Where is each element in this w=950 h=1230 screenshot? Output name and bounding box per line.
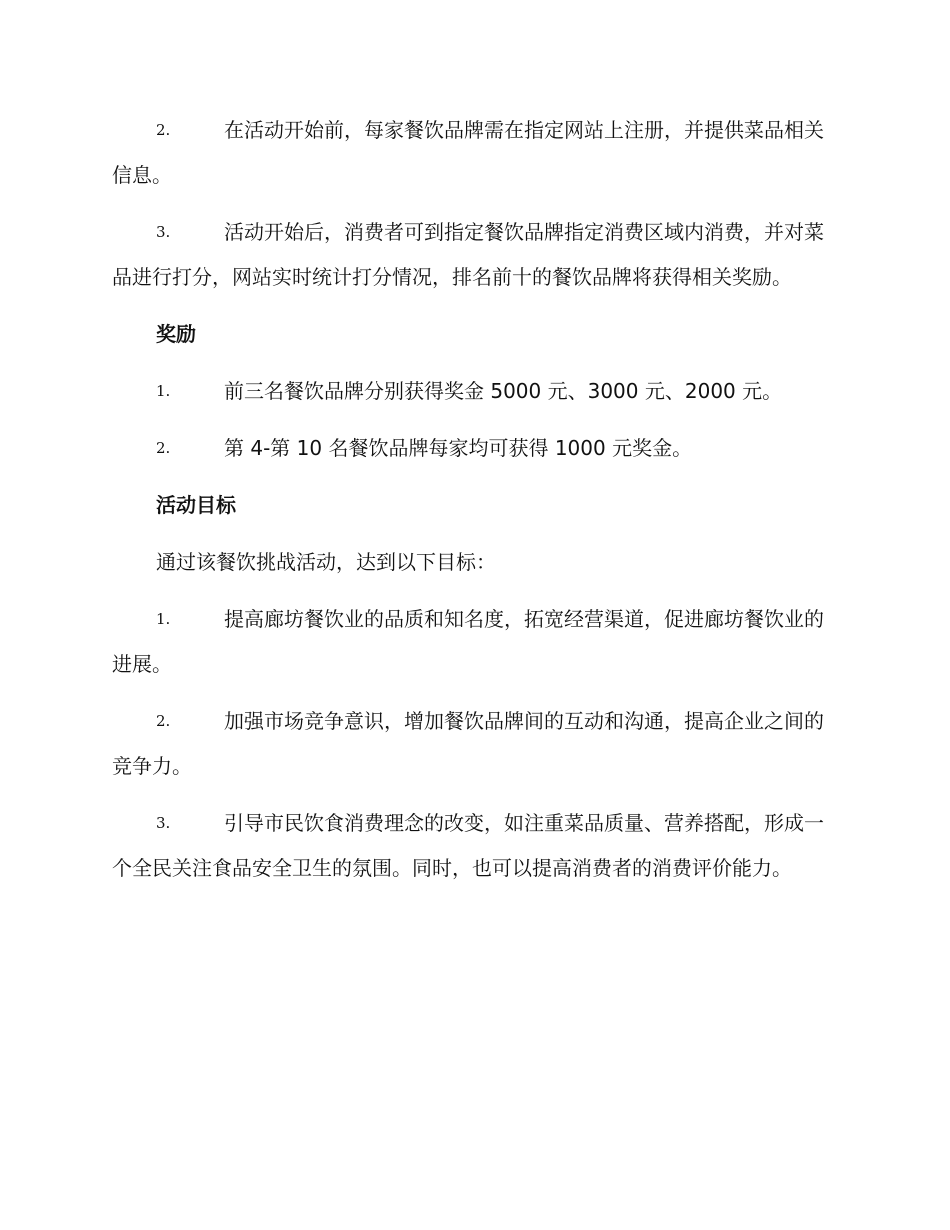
- list-item-text: 在活动开始前，每家餐饮品牌需在指定网站上注册，并提供菜品相关信息。: [112, 118, 824, 187]
- list-item-number: 1.: [156, 382, 171, 400]
- list-item-text: 提高廊坊餐饮业的品质和知名度，拓宽经营渠道，促进廊坊餐饮业的进展。: [112, 607, 824, 676]
- section-heading-reward: 奖励: [156, 322, 196, 346]
- list-item-number: 2.: [156, 439, 171, 457]
- list-item-text: 前三名餐饮品牌分别获得奖金 5000 元、3000 元、2000 元。: [224, 379, 783, 403]
- list-item-text: 加强市场竞争意识，增加餐饮品牌间的互动和沟通，提高企业之间的竞争力。: [112, 709, 824, 778]
- list-item-number: 3.: [156, 814, 171, 832]
- list-item: [112, 108, 834, 198]
- list-item-text: 第 4-第 10 名餐饮品牌每家均可获得 1000 元奖金。: [224, 436, 693, 460]
- list-item: [112, 699, 834, 789]
- list-item-text: 引导市民饮食消费理念的改变，如注重菜品质量、营养搭配，形成一个全民关注食品安全卫生的氛围。同时，也可以提高消费者的消费评价能力。: [112, 811, 824, 880]
- list-item: [112, 210, 834, 300]
- goals-intro: 通过该餐饮挑战活动，达到以下目标：: [156, 550, 496, 574]
- list-item: [112, 369, 834, 414]
- list-item-text: 活动开始后，消费者可到指定餐饮品牌指定消费区域内消费，并对菜品进行打分，网站实时统计打分情况，排名前十的餐饮品牌将获得相关奖励。: [112, 220, 824, 289]
- list-item-number: 2.: [156, 121, 171, 139]
- list-item: [112, 597, 834, 687]
- list-item: [112, 426, 834, 471]
- list-item-number: 3.: [156, 223, 171, 241]
- list-item-number: 1.: [156, 610, 171, 628]
- document-content: [112, 108, 834, 891]
- section-heading-goals: 活动目标: [156, 493, 236, 517]
- list-item-number: 2.: [156, 712, 171, 730]
- list-item: [112, 801, 834, 891]
